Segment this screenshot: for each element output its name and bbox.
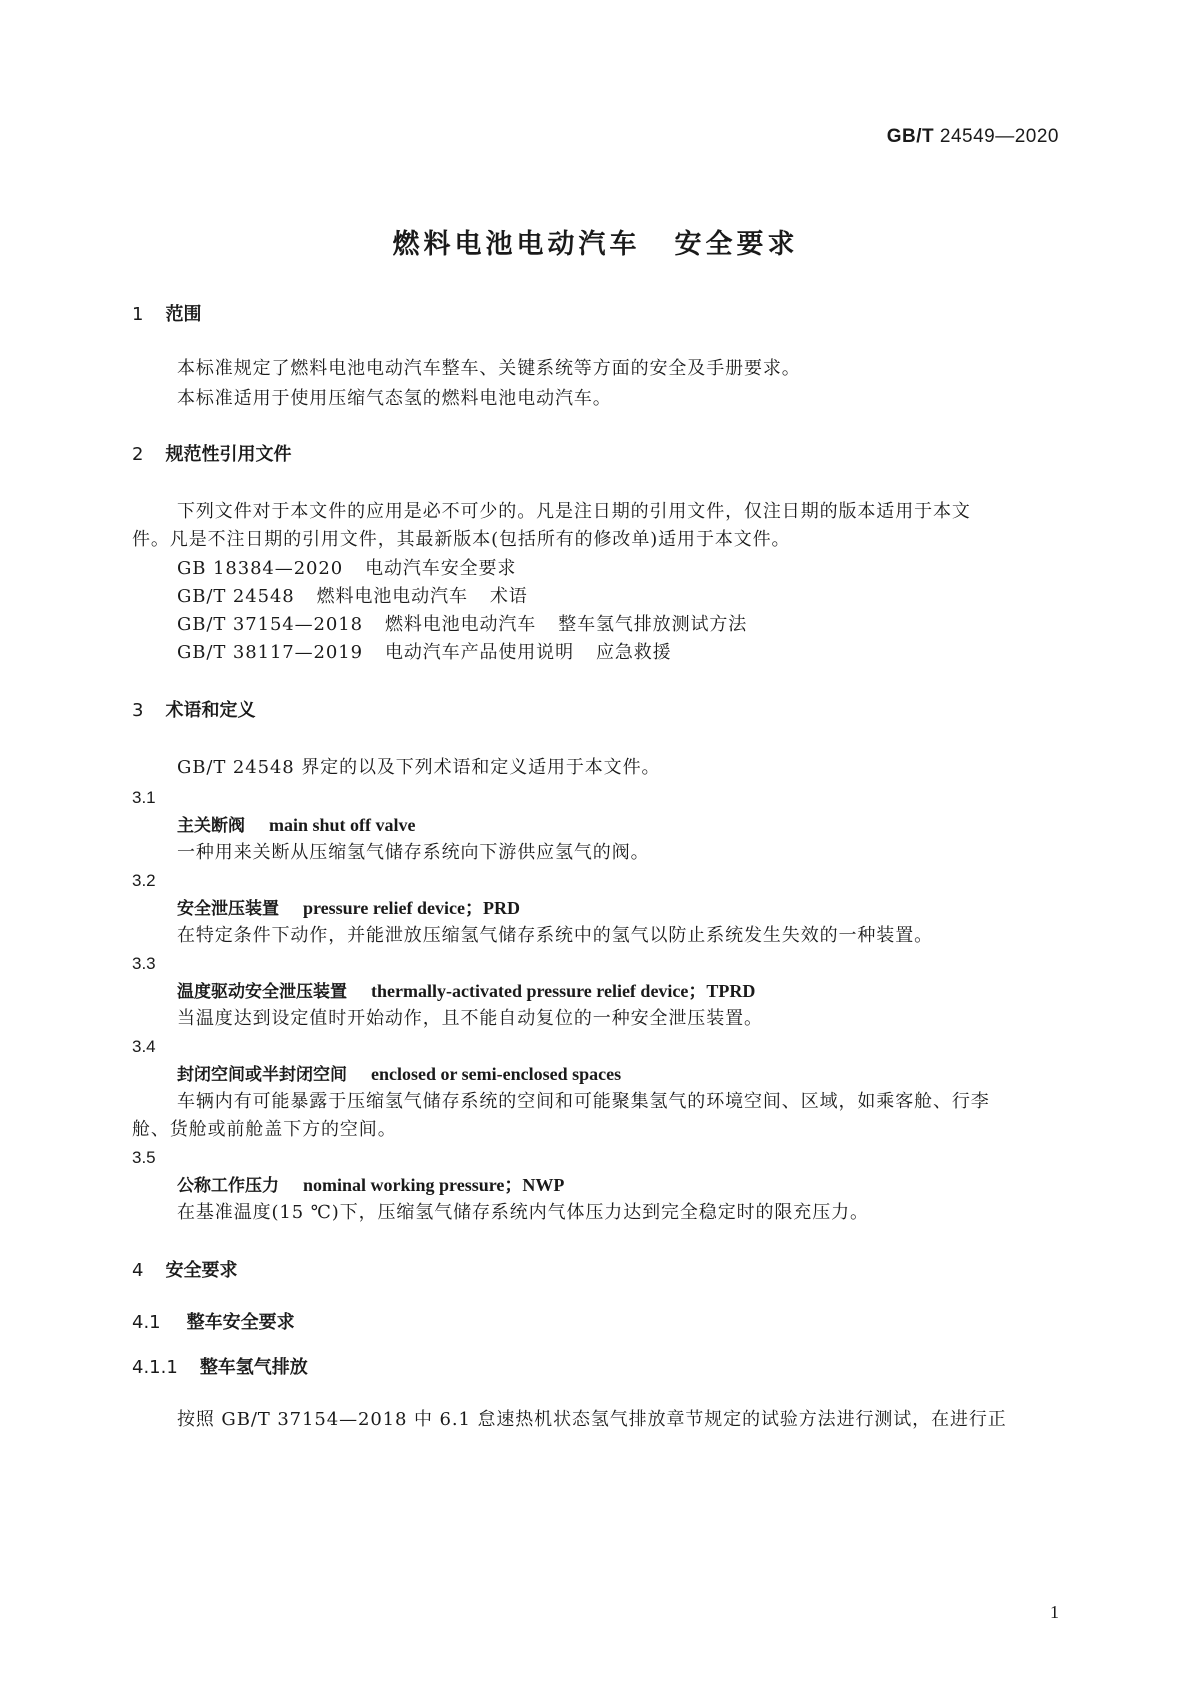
section-number: 1: [132, 304, 144, 325]
reference-item: [177, 612, 747, 638]
section-4-heading: [132, 1258, 237, 1284]
reference-code: GB 18384—2020: [177, 558, 344, 579]
section-number: 4.1.1: [132, 1357, 178, 1378]
term-english: enclosed or semi-enclosed spaces: [371, 1064, 622, 1084]
term-definition: 当温度达到设定值时开始动作，且不能自动复位的一种安全泄压装置。: [177, 1008, 763, 1029]
section-number: 2: [132, 444, 144, 465]
paragraph-line: 件。凡是不注日期的引用文件，其最新版本(包括所有的修改单)适用于本文件。: [132, 529, 791, 550]
term-chinese: 主关断阀: [177, 816, 245, 836]
term-entry: [177, 895, 520, 922]
term-entry: [177, 1172, 564, 1199]
term-definition-continued: 舱、货舱或前舱盖下方的空间。: [132, 1119, 397, 1140]
term-definition: 在基准温度(15 ℃)下，压缩氢气储存系统内气体压力达到完全稳定时的限充压力。: [177, 1202, 869, 1223]
paragraph: 按照 GB/T 37154—2018 中 6.1 怠速热机状态氢气排放章节规定的试验方法进行测试，在进行正: [177, 1409, 1007, 1430]
term-english: pressure relief device；PRD: [303, 898, 520, 918]
standard-code: 24549—2020: [939, 126, 1059, 147]
term-english: main shut off valve: [269, 815, 416, 835]
term-chinese: 温度驱动安全泄压装置: [177, 982, 347, 1002]
term-chinese: 安全泄压装置: [177, 899, 279, 919]
clause-number: 3.3: [132, 954, 156, 973]
document-title: [0, 222, 1191, 261]
title-part1: 燃料电池电动汽车: [392, 229, 641, 260]
reference-title: 燃料电池电动汽车: [384, 614, 537, 635]
term-entry: [177, 812, 416, 839]
reference-title: 电动汽车安全要求: [365, 558, 517, 579]
section-4-1-1-heading: [132, 1355, 308, 1381]
reference-code: GB/T 24548: [177, 586, 295, 607]
standard-number: [887, 126, 1059, 148]
section-1-heading: [132, 302, 201, 328]
term-english: nominal working pressure；NWP: [303, 1175, 565, 1195]
section-2-heading: [132, 442, 291, 468]
section-title: 规范性引用文件: [165, 444, 292, 465]
paragraph: GB/T 24548 界定的以及下列术语和定义适用于本文件。: [177, 757, 661, 778]
section-number: 4: [132, 1260, 144, 1281]
reference-code: GB/T 37154—2018: [177, 614, 363, 635]
reference-subtitle: 整车氢气排放测试方法: [558, 614, 748, 635]
paragraph-line: 下列文件对于本文件的应用是必不可少的。凡是注日期的引用文件，仅注日期的版本适用于本文: [177, 501, 971, 522]
reference-title: 燃料电池电动汽车: [316, 586, 468, 607]
section-title: 整车氢气排放: [199, 1357, 308, 1378]
term-chinese: 封闭空间或半封闭空间: [177, 1065, 347, 1085]
clause-number: 3.2: [132, 871, 156, 890]
clause-number: 3.5: [132, 1148, 156, 1167]
title-part2: 安全要求: [674, 229, 799, 260]
section-3-heading: [132, 698, 255, 724]
term-definition: 一种用来关断从压缩氢气储存系统向下游供应氢气的阀。: [177, 842, 650, 863]
section-title: 安全要求: [165, 1260, 238, 1281]
reference-title: 电动汽车产品使用说明: [384, 642, 574, 663]
paragraph: 本标准适用于使用压缩气态氢的燃料电池电动汽车。: [177, 388, 612, 409]
term-definition: 车辆内有可能暴露于压缩氢气储存系统的空间和可能聚集氢气的环境空间、区域，如乘客舱、行李: [177, 1091, 990, 1112]
paragraph: 本标准规定了燃料电池电动汽车整车、关键系统等方面的安全及手册要求。: [177, 358, 801, 379]
term-english: thermally-activated pressure relief device；TPRD: [371, 981, 756, 1001]
reference-item: [177, 556, 516, 582]
section-title: 范围: [165, 304, 202, 325]
clause-number: 3.1: [132, 788, 156, 807]
section-title: 术语和定义: [165, 700, 256, 721]
term-chinese: 公称工作压力: [177, 1176, 279, 1196]
page-number: 1: [1050, 1602, 1059, 1622]
clause-number: 3.4: [132, 1037, 156, 1056]
standard-prefix: GB/T: [886, 126, 935, 147]
term-entry: [177, 978, 755, 1005]
term-definition: 在特定条件下动作，并能泄放压缩氢气储存系统中的氢气以防止系统发生失效的一种装置。: [177, 925, 933, 946]
term-entry: [177, 1061, 621, 1088]
section-number: 3: [132, 700, 144, 721]
reference-code: GB/T 38117—2019: [177, 642, 363, 663]
reference-item: [177, 584, 528, 610]
section-4-1-heading: [132, 1310, 295, 1336]
reference-subtitle: 应急救援: [595, 642, 672, 663]
section-title: 整车安全要求: [186, 1312, 295, 1333]
reference-item: [177, 640, 672, 666]
reference-subtitle: 术语: [489, 586, 528, 607]
section-number: 4.1: [132, 1312, 161, 1333]
